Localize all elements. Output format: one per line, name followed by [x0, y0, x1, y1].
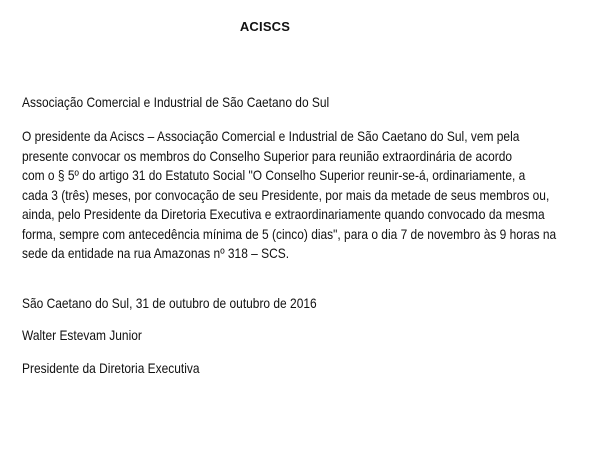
date-line: São Caetano do Sul, 31 de outubro de outubro de 2016	[22, 296, 317, 311]
paragraph-line: sede da entidade na rua Amazonas nº 318 – SCS.	[22, 246, 290, 261]
paragraph-line: ainda, pelo Presidente da Diretoria Executiva e extraordinariamente quando convocado da mesma	[22, 207, 545, 222]
paragraph-line: forma, sempre com antecedência mínima de 5 (cinco) dias", para o dia 7 de novembro às 9 horas na	[22, 226, 557, 242]
signer-role: Presidente da Diretoria Executiva	[22, 361, 200, 376]
paragraph-line: presente convocar os membros do Conselho Superior para reunião extraordinária de acordo	[22, 148, 513, 164]
organization-name: Associação Comercial e Industrial de São Caetano do Sul	[22, 95, 330, 110]
paragraph-line: com o § 5º do artigo 31 do Estatuto Social "O Conselho Superior reunir-se-á, ordinariamente, a	[22, 168, 526, 183]
paragraph-line: O presidente da Aciscs – Associação Comercial e Industrial de São Caetano do Sul, vem pela	[22, 129, 520, 144]
paragraph-line: cada 3 (três) meses, por convocação de seu Presidente, por mais da metade de seus membros ou,	[22, 187, 550, 203]
document-title: ACISCS	[239, 19, 291, 34]
signer-name: Walter Estevam Junior	[22, 328, 142, 343]
convocation-paragraph	[22, 127, 556, 264]
